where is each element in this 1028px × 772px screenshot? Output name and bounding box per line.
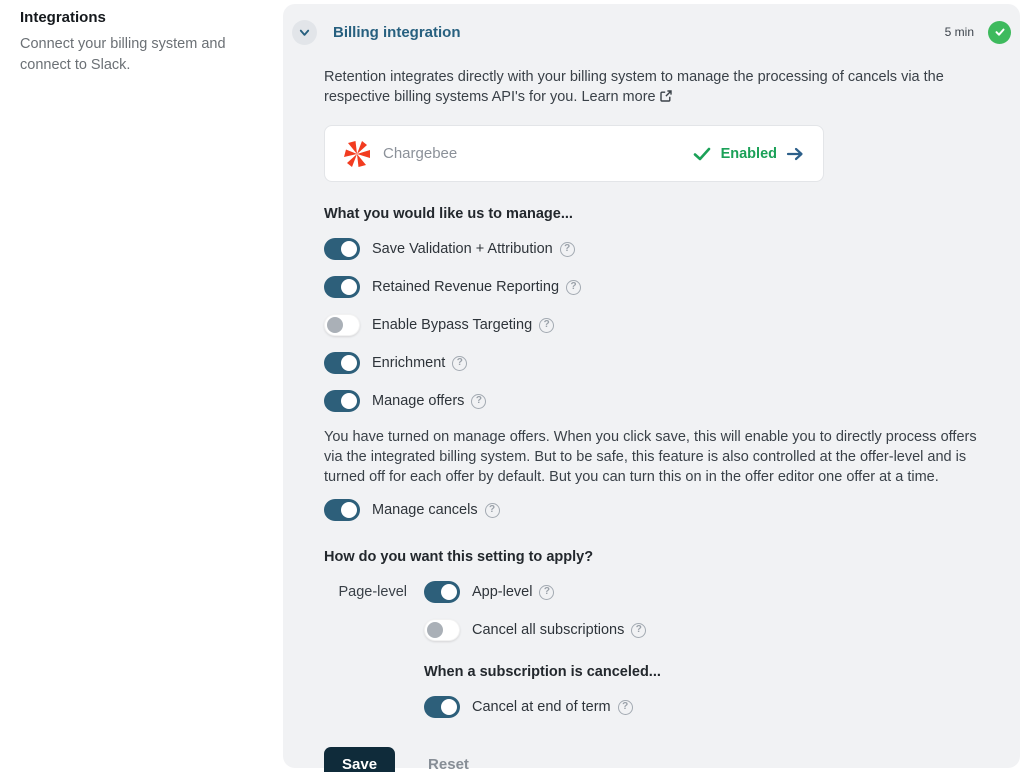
help-icon[interactable]: ?: [485, 503, 500, 518]
toggle-label: Enable Bypass Targeting: [372, 317, 533, 333]
toggle-knob: [441, 699, 457, 715]
section-description: [324, 67, 984, 107]
sidebar-title: Integrations: [20, 9, 106, 26]
collapse-section-button[interactable]: [292, 20, 317, 45]
cancel-end-of-term-toggle[interactable]: [424, 696, 460, 718]
chargebee-logo: [344, 141, 370, 167]
cancel-all-subscriptions-toggle[interactable]: [424, 619, 460, 641]
toggle-knob: [341, 355, 357, 371]
toggle-row-app-level: [324, 581, 986, 603]
bypass-targeting-toggle[interactable]: [324, 314, 360, 336]
toggle-label: Manage offers: [372, 393, 465, 409]
page-level-label: Page-level: [338, 584, 407, 600]
toggle-knob: [341, 393, 357, 409]
toggle-label: App-level: [472, 584, 533, 600]
arrow-right-icon: [786, 146, 804, 162]
toggle-knob: [441, 584, 457, 600]
billing-integration-panel: [283, 4, 1020, 772]
manage-cancels-toggle[interactable]: [324, 499, 360, 521]
panel-header: [283, 4, 1020, 47]
sidebar-description: Connect your billing system and connect to Slack.: [20, 36, 226, 73]
manage-section-heading: What you would like us to manage...: [324, 206, 573, 222]
manage-offers-toggle[interactable]: [324, 390, 360, 412]
help-icon[interactable]: ?: [539, 318, 554, 333]
status-label: Enabled: [720, 145, 777, 162]
help-icon[interactable]: ?: [539, 585, 554, 600]
chevron-down-icon: [298, 26, 311, 39]
app-level-toggle[interactable]: [424, 581, 460, 603]
toggle-knob: [341, 502, 357, 518]
apply-section-heading: How do you want this setting to apply?: [324, 549, 594, 565]
toggle-knob: [341, 279, 357, 295]
help-icon[interactable]: ?: [452, 356, 467, 371]
toggle-row-manage-cancels: [324, 499, 986, 521]
help-icon[interactable]: ?: [631, 623, 646, 638]
description-text: Retention integrates directly with your billing system to manage the processing of cancels via the respective billing systems API's for you.: [324, 69, 944, 105]
help-icon[interactable]: ?: [560, 242, 575, 257]
toggle-row-cancel-end-term: [324, 696, 986, 718]
toggle-row-manage-offers: [324, 390, 986, 412]
toggle-row-cancel-all: [324, 619, 986, 641]
integration-name: Chargebee: [383, 145, 458, 162]
toggle-row-save-validation: [324, 238, 986, 260]
learn-more-link[interactable]: Learn more: [581, 89, 656, 105]
retained-revenue-toggle[interactable]: [324, 276, 360, 298]
toggle-knob: [341, 241, 357, 257]
canceled-subsection-heading: When a subscription is canceled...: [424, 664, 661, 680]
toggle-label: Cancel at end of term: [472, 699, 611, 715]
toggle-label: Enrichment: [372, 355, 446, 371]
completed-check-badge: [988, 21, 1011, 44]
toggle-row-bypass-targeting: [324, 314, 986, 336]
form-actions: [324, 747, 986, 772]
integration-status: [692, 146, 804, 162]
duration-label: 5 min: [944, 25, 974, 39]
enrichment-toggle[interactable]: [324, 352, 360, 374]
section-title: Billing integration: [333, 23, 461, 41]
toggle-label: Cancel all subscriptions: [472, 622, 625, 638]
reset-button[interactable]: Reset: [428, 756, 469, 772]
toggle-knob: [427, 622, 443, 638]
toggle-row-retained-revenue: [324, 276, 986, 298]
help-icon[interactable]: ?: [566, 280, 581, 295]
toggle-knob: [327, 317, 343, 333]
toggle-row-enrichment: [324, 352, 986, 374]
check-icon: [692, 146, 712, 162]
toggle-label: Manage cancels: [372, 502, 478, 518]
save-validation-toggle[interactable]: [324, 238, 360, 260]
help-icon[interactable]: ?: [471, 394, 486, 409]
integrations-sidebar: [20, 9, 265, 76]
external-link-icon: [660, 90, 672, 102]
manage-offers-note: You have turned on manage offers. When you click save, this will enable you to directly process offers via the integrated billing system. But to be safe, this feature is also controlled at the offer-level and is turned off for each offer by default. But you can turn this on in the offer editor one offer at a time.: [324, 429, 977, 485]
check-icon: [994, 26, 1006, 38]
chargebee-integration-card[interactable]: [324, 125, 824, 182]
toggle-label: Save Validation + Attribution: [372, 241, 553, 257]
help-icon[interactable]: ?: [618, 700, 633, 715]
save-button[interactable]: Save: [324, 747, 395, 772]
toggle-label: Retained Revenue Reporting: [372, 279, 560, 295]
